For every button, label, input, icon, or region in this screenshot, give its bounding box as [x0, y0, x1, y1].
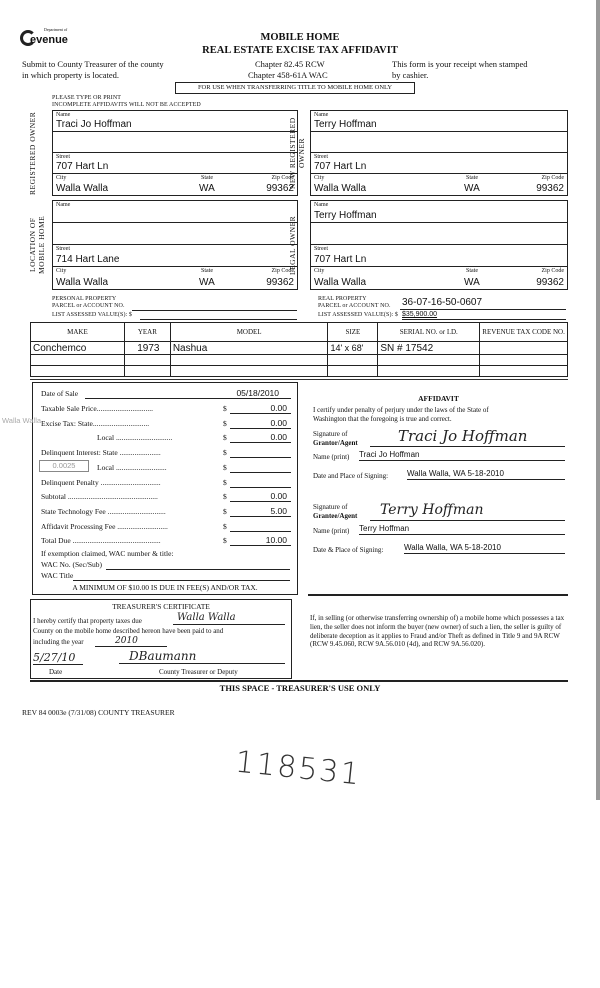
table-row	[31, 342, 568, 355]
fee-label: Excise Tax: State..............................	[41, 418, 150, 428]
wac-no-field[interactable]	[106, 569, 290, 570]
wac-title-field[interactable]	[73, 580, 290, 581]
zip-label: Zip Code	[271, 175, 294, 181]
grantor-name[interactable]: Traci Jo Hoffman	[359, 450, 565, 461]
fee-value[interactable]: 0.00	[270, 432, 287, 443]
treasurer-sig-label: County Treasurer or Deputy	[159, 668, 238, 676]
street-label: Street	[314, 246, 328, 252]
name-line2-field[interactable]	[53, 223, 297, 245]
cell-revenue-code[interactable]	[480, 342, 568, 355]
real-parcel-number[interactable]: 36-07-16-50-0607	[400, 297, 566, 310]
treasurer-line1: I hereby certify that property taxes due	[33, 617, 142, 625]
fee-label: Delinquent Penalty ................................	[41, 477, 161, 487]
city-field[interactable]: Walla Walla	[56, 183, 109, 194]
treasurer-line2: County on the mobile home described hereon have been paid to and	[33, 627, 224, 635]
grantor-signature[interactable]: Traci Jo Hoffman	[370, 427, 565, 447]
treasurer-use-only: THIS SPACE - TREASURER'S USE ONLY	[219, 683, 381, 693]
fee-label: Local ..............................	[97, 433, 173, 443]
cell-model[interactable]: Nashua	[170, 342, 328, 355]
fee-label: Taxable Sale Price..............................	[41, 404, 153, 413]
city-label: City	[56, 175, 67, 181]
submit-text1: Submit to County Treasurer of the county	[22, 59, 164, 69]
grantor-date-place[interactable]: Walla Walla, WA 5-18-2010	[407, 469, 565, 480]
street-label: Street	[314, 154, 328, 160]
state-field[interactable]: WA	[464, 277, 480, 288]
submit-text2: in which property is located.	[22, 70, 120, 80]
fee-value[interactable]: 0.00	[270, 403, 287, 413]
fee-row	[41, 415, 291, 429]
header-model: MODEL	[170, 323, 328, 342]
fee-label: Affidavit Processing Fee ...........................	[41, 521, 168, 531]
location-section-label: LOCATION OF MOBILE HOME	[28, 215, 46, 275]
legal-owner-section-label: LEGAL OWNER	[288, 215, 297, 275]
name-field[interactable]: Terry Hoffman	[314, 210, 377, 221]
name-print-label: Name (print)	[313, 453, 350, 461]
date-place-label2: Date & Place of Signing:	[313, 546, 384, 554]
state-label: State	[201, 268, 213, 274]
name-label: Name	[56, 202, 71, 208]
treasurer-county[interactable]: Walla Walla	[173, 612, 285, 625]
fee-label: Delinquent Interest: State ......................	[41, 448, 161, 458]
fee-value[interactable]: 0.00	[270, 491, 287, 502]
legal-owner-box	[310, 200, 568, 290]
treasurer-title: TREASURER'S CERTIFICATE	[112, 602, 210, 611]
affidavit-text1: I certify under penalty of perjury under the laws of the State of	[313, 406, 489, 414]
street-field[interactable]: 707 Hart Ln	[56, 161, 109, 172]
cell-serial[interactable]: SN # 17542	[378, 342, 480, 355]
zip-field[interactable]: 99362	[536, 277, 564, 288]
form-id: REV 84 0003e (7/31/08) COUNTY TREASURER	[22, 708, 175, 717]
fee-row	[41, 532, 291, 546]
street-field[interactable]: 714 Hart Lane	[56, 254, 120, 265]
table-row	[31, 355, 568, 366]
logo-top: Department of	[44, 27, 68, 32]
header-year: YEAR	[124, 323, 170, 342]
dollar-sign: $	[223, 521, 227, 531]
treasurer-date[interactable]: 5/27/10	[33, 651, 83, 665]
wac-title-label: WAC Title	[41, 571, 74, 580]
mobile-home-table	[30, 322, 568, 377]
header-size: SIZE	[328, 323, 378, 342]
fee-row	[41, 518, 291, 532]
date-of-sale-value[interactable]: 05/18/2010	[236, 388, 279, 398]
dollar-sign: $	[223, 404, 227, 413]
city-label: City	[314, 268, 325, 274]
table-row	[31, 366, 568, 377]
sig-of-label2: Signature of	[313, 503, 348, 511]
name-line2-field[interactable]	[311, 132, 567, 153]
handwritten-number: 118531	[233, 744, 364, 793]
wac-no-label: WAC No. (Sec/Sub)	[41, 560, 103, 569]
dollar-sign: $	[223, 506, 227, 516]
note-incomplete: INCOMPLETE AFFIDAVITS WILL NOT BE ACCEPTED	[52, 102, 201, 108]
fee-row	[41, 474, 291, 488]
fee-value[interactable]: 5.00	[270, 505, 287, 516]
date-place-label1: Date and Place of Signing:	[313, 472, 389, 480]
fee-box	[32, 382, 298, 595]
header-make: MAKE	[31, 323, 125, 342]
city-label: City	[56, 268, 67, 274]
fee-label: Subtotal ................................................	[41, 492, 158, 502]
divider	[308, 594, 568, 596]
zip-label: Zip Code	[541, 175, 564, 181]
title-line2: REAL ESTATE EXCISE TAX AFFIDAVIT	[202, 45, 398, 56]
dollar-sign: $	[223, 462, 227, 472]
sig-of-label: Signature of	[313, 430, 348, 438]
fee-label: Local ...........................	[97, 462, 167, 472]
name-line2-field[interactable]	[53, 132, 297, 153]
street-field[interactable]: 707 Hart Ln	[314, 161, 367, 172]
county-overlay: Walla Walla	[2, 416, 42, 425]
dollar-sign: $	[223, 477, 227, 487]
date-of-sale-row	[41, 385, 291, 399]
dollar-sign: $	[223, 433, 227, 443]
personal-assessed-field[interactable]	[140, 319, 297, 320]
title-line1: MOBILE HOME	[260, 32, 340, 43]
grantee-date-place[interactable]: Walla Walla, WA 5-18-2010	[404, 543, 565, 554]
name-field[interactable]: Terry Hoffman	[314, 119, 377, 130]
treasurer-signature[interactable]: DBaumann	[119, 649, 285, 664]
grantee-name[interactable]: Terry Hoffman	[359, 524, 565, 535]
zip-label: Zip Code	[271, 268, 294, 274]
local-rate-field[interactable]: 0.0025	[39, 460, 89, 472]
state-field[interactable]: WA	[199, 183, 215, 194]
chapter-wac: Chapter 458-61A WAC	[248, 70, 328, 80]
name-line2-field[interactable]	[311, 223, 567, 245]
fee-row	[41, 444, 291, 458]
fee-label: State Technology Fee ...............................	[41, 506, 166, 516]
fee-value[interactable]: 0.00	[270, 417, 287, 428]
table-header-row	[31, 323, 568, 342]
note-type-print: PLEASE TYPE OR PRINT	[52, 95, 122, 101]
treasurer-year[interactable]: 2010	[95, 636, 167, 647]
dollar-sign: $	[223, 448, 227, 458]
state-field[interactable]: WA	[199, 277, 215, 288]
zip-field[interactable]: 99362	[536, 183, 564, 194]
city-field[interactable]: Walla Walla	[56, 277, 109, 288]
street-field[interactable]: 707 Hart Ln	[314, 254, 367, 265]
location-box	[52, 200, 298, 290]
state-label: State	[201, 175, 213, 181]
date-label: Date	[49, 668, 63, 676]
exemption-label: If exemption claimed, WAC number & title:	[41, 549, 174, 558]
name-print-label2: Name (print)	[313, 527, 350, 535]
real-parcel-label: PARCEL or ACCOUNT NO.	[318, 303, 391, 309]
cell-year[interactable]: 1973	[124, 342, 170, 355]
dollar-sign: $	[223, 492, 227, 502]
fee-value[interactable]: 10.00	[265, 535, 287, 546]
fee-row	[41, 400, 291, 414]
state-field[interactable]: WA	[464, 183, 480, 194]
state-label: State	[466, 175, 478, 181]
street-label: Street	[56, 246, 70, 252]
fee-label: Total Due ...............................................	[41, 536, 161, 546]
dollar-sign: $	[223, 536, 227, 546]
real-assessed-value[interactable]: $35,900.00	[402, 311, 566, 320]
lien-warning: If, in selling (or otherwise transferring ownership of) a mobile home which possesses a tax lien, the seller does not inform the buyer (new owner) of such a lien, the seller is guilty of deliberate deception as it applies to Fraud and/or Theft as defined in Title 9 and 9A RCW (RCW 9.45.060, RCW 9A.56.010 (4d), and RCW 9A.56.020).	[310, 614, 565, 649]
new-registered-owner-section-label: NEW REGISTERED OWNER	[288, 117, 306, 189]
banner: FOR USE WHEN TRANSFERRING TITLE TO MOBILE HOME ONLY	[175, 82, 415, 94]
personal-parcel-label: PARCEL or ACCOUNT NO.	[52, 303, 125, 309]
header-serial: SERIAL NO. or I.D.	[378, 323, 480, 342]
fee-row	[41, 429, 291, 443]
affidavit-text2: Washington that the foregoing is true and correct.	[313, 415, 452, 423]
revenue-logo: Department of evenue	[20, 28, 80, 52]
real-assessed-label: LIST ASSESSED VALUE(S): $	[318, 312, 399, 318]
zip-field[interactable]: 99362	[266, 183, 294, 194]
dollar-sign: $	[223, 418, 227, 428]
personal-parcel-field[interactable]	[132, 310, 297, 311]
registered-owner-box	[52, 110, 298, 196]
receipt-text2: by cashier.	[392, 70, 429, 80]
cell-make[interactable]: Conchemco	[31, 342, 125, 355]
grantor-label: Grantor/Agent	[313, 439, 358, 447]
personal-property-label: PERSONAL PROPERTY	[52, 296, 117, 302]
chapter-rcw: Chapter 82.45 RCW	[255, 59, 325, 69]
registered-owner-section-label: REGISTERED OWNER	[28, 111, 37, 195]
receipt-text1: This form is your receipt when stamped	[392, 59, 528, 69]
fee-row	[41, 503, 291, 517]
city-field[interactable]: Walla Walla	[314, 277, 367, 288]
treasurer-line3: including the year	[33, 638, 84, 646]
header-revenue-code: REVENUE TAX CODE NO.	[480, 323, 568, 342]
grantee-signature[interactable]: Terry Hoffman	[370, 502, 565, 521]
name-label: Name	[314, 202, 329, 208]
city-label: City	[314, 175, 325, 181]
personal-assessed-label: LIST ASSESSED VALUE(S): $	[52, 312, 133, 318]
cell-size[interactable]: 14' x 68'	[328, 342, 378, 355]
treasurer-certificate	[30, 599, 292, 679]
name-field[interactable]: Traci Jo Hoffman	[56, 119, 132, 130]
name-label: Name	[56, 112, 71, 118]
city-field[interactable]: Walla Walla	[314, 183, 367, 194]
minimum-notice: A MINIMUM OF $10.00 IS DUE IN FEE(S) AND/OR TAX.	[72, 583, 258, 592]
zip-label: Zip Code	[541, 268, 564, 274]
name-label: Name	[314, 112, 329, 118]
date-of-sale-label: Date of Sale	[41, 389, 79, 398]
affidavit-title: AFFIDAVIT	[418, 394, 459, 403]
grantee-label: Grantee/Agent	[313, 512, 358, 520]
real-property-label: REAL PROPERTY	[318, 296, 367, 302]
zip-field[interactable]: 99362	[266, 277, 294, 288]
state-label: State	[466, 268, 478, 274]
fee-row	[41, 488, 291, 502]
street-label: Street	[56, 154, 70, 160]
new-registered-owner-box	[310, 110, 568, 196]
